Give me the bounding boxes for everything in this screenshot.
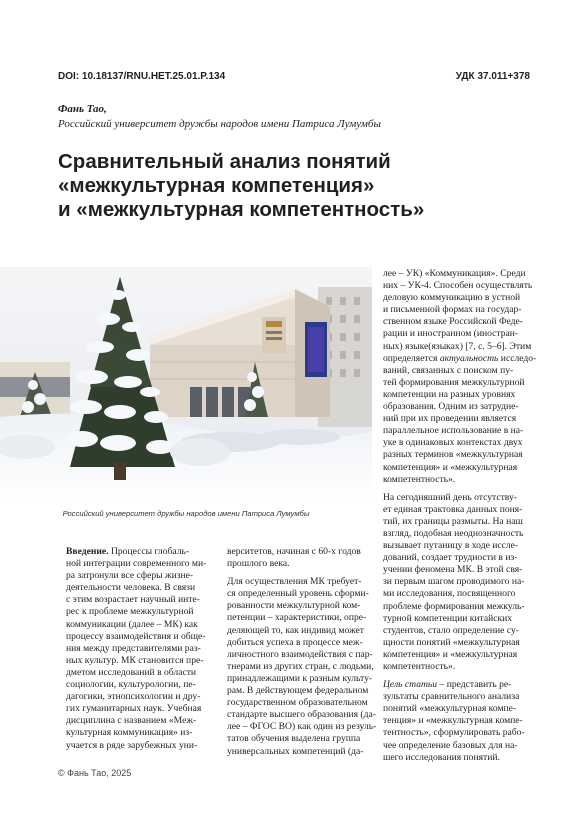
text-line: зультаты сравнительного анализа [383, 691, 520, 703]
doi-label: DOI: 10.18137/RNU.HET.25.01.P.134 [58, 71, 226, 82]
text-line: государственном образовательном [227, 697, 368, 709]
text-line: ми исследования, посвященного [383, 588, 516, 600]
text-line: компетенции на разных уровнях [383, 388, 516, 400]
author-name: Фань Тао, [58, 103, 107, 115]
text-line: татов обучения выделена группа [227, 733, 361, 745]
text-line: принадлежащими к разным культу- [227, 672, 373, 684]
text-line: образования. Одним из затрудне- [383, 401, 519, 413]
text-line: шего исследования понятий. [383, 751, 500, 763]
text-line: параллельное использование в на- [383, 425, 524, 437]
text-line: стандарте высшего образования (да- [227, 709, 376, 721]
text-line: проблеме формирования межкуль- [383, 600, 525, 612]
udk-label: УДК 37.011+378 [455, 71, 530, 82]
author-affiliation: Российский университет дружбы народов имени Патриса Лумумбы [58, 118, 381, 130]
text-line: уке в одинаковых контекстах двух [383, 437, 523, 449]
text-line [66, 546, 212, 558]
text-line: рес к проблеме межкультурной [66, 606, 194, 618]
text-line: компетенция» и «межкультурная [383, 461, 518, 473]
text-line: и письменной формах на государ- [383, 304, 522, 316]
text-run: исследо- [498, 352, 537, 364]
text-line: петенции – характеристики, опре- [227, 612, 367, 624]
text-line: рованности межкультурной ком- [227, 600, 361, 612]
text-line: верситетов, начиная с 60-х годов [227, 546, 361, 557]
text-line: тентность», сформулировать рабо- [383, 727, 525, 739]
text-line: ных) языке(языках) [7, с. 5–6]. Этим [383, 340, 532, 352]
text-line: ния между представителями раз- [66, 642, 201, 654]
text-line: рам. В действующем федеральном [227, 685, 369, 697]
body-column-3 [383, 268, 537, 764]
text-run: Процессы глобаль- [108, 546, 190, 557]
text-line: понятий «межкультурная компе- [383, 703, 517, 715]
emphasis-article-goal: Цель статьи [383, 679, 438, 691]
text-run: – представить ре- [437, 679, 512, 691]
text-line: турной компетенции китайских [383, 612, 513, 624]
text-line: ет единая трактовка данных поня- [383, 503, 523, 515]
text-line: дисциплина с названием «Меж- [66, 715, 197, 727]
text-line: дметом исследований в области [66, 666, 197, 678]
emphasis-relevance: актуальность [439, 352, 499, 364]
text-line: процессу взаимодействия и обще- [66, 630, 206, 642]
body-column-1 [66, 546, 212, 752]
text-line: тий, их границы размыты. На наш [383, 515, 523, 527]
text-line: деловую коммуникацию в устной [383, 292, 521, 304]
title-line: и «межкультурная компетентность» [58, 198, 425, 221]
text-line: компетентность». [383, 661, 456, 672]
text-line: ных культур. МК становится пре- [66, 654, 204, 666]
text-line: ра затронули все сферы жизне- [66, 570, 194, 582]
title-line: «межкультурная компетенция» [58, 174, 375, 197]
text-line: личностного взаимодействия с пар- [227, 648, 373, 660]
text-line: тенция» и «межкультурная компе- [383, 715, 523, 727]
text-line: ся определенный уровень сформи- [227, 588, 369, 600]
text-line: с этим возрастает научный инте- [66, 594, 200, 606]
text-line: зи первым шагом проводимого на- [383, 576, 525, 588]
text-line: них – УК-4. Способен осуществлять [383, 280, 533, 292]
text-line: ваний, связанных с поиском пу- [383, 364, 514, 376]
copyright-footer: © Фань Тао, 2025 [58, 768, 132, 778]
text-line [383, 352, 537, 365]
text-line: На сегодняшний день отсутству- [383, 491, 517, 503]
body-column-2 [227, 546, 377, 758]
article-title [58, 150, 528, 222]
text-line: вызывает путаницу в ходе исслe- [383, 540, 519, 552]
text-line: культурная коммуникация» из- [66, 727, 193, 739]
text-line: разных терминов «межкультурная [383, 449, 523, 461]
text-line: лее – УК) «Коммуникация». Среди [383, 268, 526, 279]
text-line: щности понятий «межкультурная [383, 636, 520, 648]
section-heading-introduction: Введение. [66, 546, 109, 557]
text-line: тей формирования межкультурной [383, 376, 525, 388]
text-line: компетенция» и «межкультурная [383, 648, 518, 660]
text-line: рации и иностранном (иностран- [383, 328, 519, 340]
text-line: ний при их проведении является [383, 413, 517, 425]
text-line: добиться успеха в процессе меж- [227, 636, 363, 648]
text-line [383, 679, 531, 691]
text-line: тнерами из других стран, с людьми, [227, 660, 374, 672]
university-photo [0, 267, 372, 502]
text-line: студентов, стало определение су- [383, 624, 519, 636]
text-line: дагогики, этнопсихологии и дру- [66, 691, 201, 703]
text-line: гих гуманитарных наук. Учебная [66, 703, 202, 715]
text-line: деятельности человека. В связи [66, 582, 196, 594]
title-line: Сравнительный анализ понятий [58, 150, 391, 173]
text-line: деляющей то, как индивид может [227, 624, 364, 636]
text-line: компетентность». [383, 473, 456, 485]
text-line: коммуникации (далее – МК) как [66, 618, 198, 630]
text-line: социологии, культурологии, пе- [66, 679, 196, 691]
text-line: учается в ряде зарубежных уни- [66, 739, 198, 751]
text-line: ной интеграции современного ми- [66, 558, 207, 570]
text-line: Для осуществления МК требует- [227, 576, 362, 588]
text-line: лее – ФГОС ВО) как один из резуль- [227, 721, 377, 733]
text-line: учении феномена МК. В этой свя- [383, 564, 523, 576]
text-line: взгляд, подобная неоднозначность [383, 527, 524, 539]
text-run: определяется [383, 352, 440, 364]
photo-caption: Российский университет дружбы народов имени Патриса Лумумбы [62, 509, 310, 518]
text-line: ственном языке Российской Феде- [383, 316, 523, 328]
text-line: прошлого века. [227, 558, 290, 570]
text-line: дований, создает трудности в из- [383, 552, 518, 564]
text-line: чее определение базовых для на- [383, 739, 518, 751]
text-line: универсальных компетенций (да- [227, 745, 364, 757]
